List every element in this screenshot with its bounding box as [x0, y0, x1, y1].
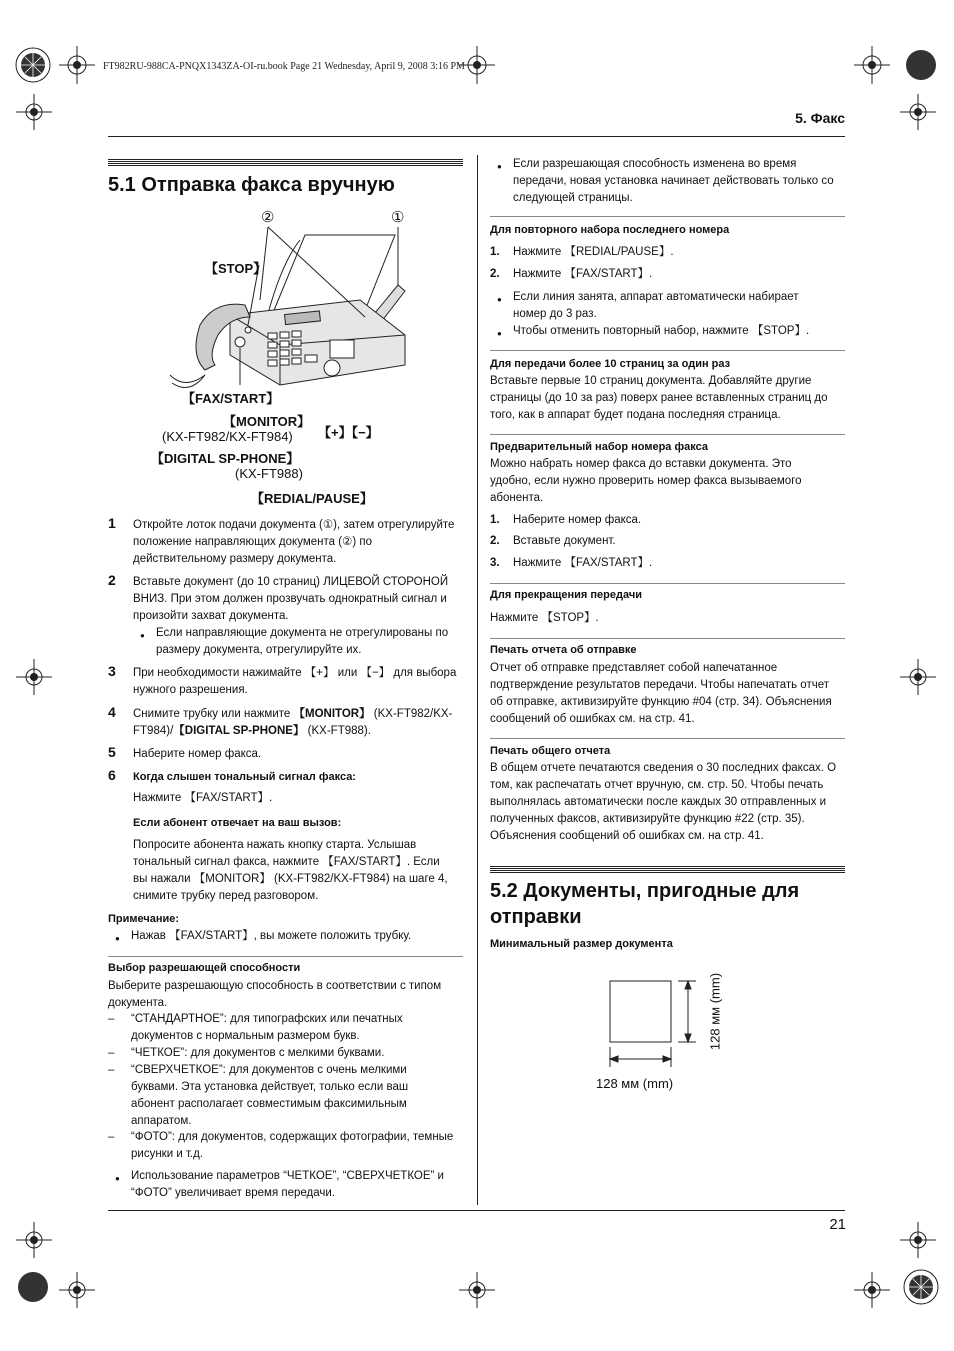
redial-pause-key-label: 【REDIAL/PAUSE】 [251, 491, 373, 506]
resolution-item: – [108, 1013, 115, 1025]
footer-rule [108, 1210, 845, 1211]
step-number: 1 [108, 515, 116, 531]
more-pages-heading: Для передачи более 10 страниц за один раз [490, 358, 731, 370]
predial-heading: Предварительный набор номера факса [490, 441, 708, 453]
resolution-item-text: “ЧЕТКОЕ”: для документов с мелкими буквами. [131, 1047, 385, 1059]
header-rule [108, 136, 845, 137]
step-number: 6 [108, 767, 116, 783]
resolution-heading: Выбор разрешающей способности [108, 962, 301, 974]
min-size-heading: Минимальный размер документа [490, 938, 673, 950]
stop-key-label: 【STOP】 [205, 261, 267, 276]
resolution-item-text: “СТАНДАРТНОЕ”: для типографских или печатных документов с нормальным размером букв. [131, 1013, 403, 1042]
crosshair-mark-icon [55, 1268, 99, 1312]
divider [108, 956, 463, 957]
journal-heading: Печать общего отчета [490, 745, 611, 757]
list-number: 1. [490, 514, 500, 526]
print-info-line: FT982RU-988CA-PNQX1343ZA-OI-ru.book Page 21 Wednesday, April 9, 2008 3:16 PM [103, 61, 465, 72]
step-text: Нажмите 【FAX/START】. [133, 792, 273, 804]
resolution-item: – [108, 1047, 115, 1059]
divider [490, 583, 845, 584]
divider [490, 738, 845, 739]
predial-step: Нажмите 【FAX/START】. [513, 557, 653, 569]
crosshair-mark-icon [896, 655, 940, 699]
step-heading: Когда слышен тональный сигнал факса: [133, 771, 356, 783]
step-text: При необходимости нажимайте 【+】 или 【−】 для выбора нужного разрешения. [133, 667, 457, 696]
crosshair-mark-icon [12, 655, 56, 699]
crosshair-mark-icon [850, 40, 894, 90]
resolution-item: – [108, 1131, 115, 1143]
crosshair-mark-icon [55, 40, 99, 90]
step-text: Вставьте документ (до 10 страниц) ЛИЦЕВОЙ СТОРОНОЙ ВНИЗ. При этом должен прозвучать однократный сигнал и произойти захват документа. [133, 576, 449, 622]
resolution-item: – [108, 1064, 115, 1076]
predial-text: Можно набрать номер факса до вставки документа. Это удобно, если нужно проверить номер факса вызываемого абонента. [490, 458, 802, 504]
step-text: Откройте лоток подачи документа (①), затем отрегулируйте положение направляющих документа (②) по действительному размеру документа. [133, 519, 455, 565]
resolution-intro: Выберите разрешающую способность в соответствии с типом документа. [108, 980, 442, 1009]
column-divider [477, 155, 478, 1205]
registration-mark-icon [8, 1262, 58, 1312]
min-document-size-diagram [600, 970, 710, 1070]
step-text: Попросите абонента нажать кнопку старта. Услышав тональный сигнал факса, нажмите 【FAX/START】. Если вы нажали 【MONITOR】 (KX-FT982/KX-FT984) на шаге 4, снимите трубку перед разговором. [133, 839, 448, 902]
section-label: 5. Факс [795, 110, 845, 126]
registration-mark-icon [896, 1262, 946, 1312]
predial-step: Наберите номер факса. [513, 514, 642, 526]
crosshair-mark-icon [896, 90, 940, 134]
resolution-bullet: ● Использование параметров “ЧЕТКОЕ”, “СВЕРХЧЕТКОЕ” и “ФОТО” увеличивает время передачи. [131, 1168, 466, 1202]
redial-heading: Для повторного набора последнего номера [490, 224, 730, 236]
divider [490, 350, 845, 351]
dimension-vertical-label: 128 мм (mm) [707, 972, 723, 1051]
step-number: 4 [108, 704, 116, 720]
redial-bullet: ● Если линия занята, аппарат автоматически набирает номер до 3 раз. [513, 289, 833, 323]
monitor-models: (KX-FT982/KX-FT984) [162, 429, 293, 444]
stop-heading: Для прекращения передачи [490, 589, 642, 601]
more-pages-text: Вставьте первые 10 страниц документа. Добавляйте другие страницы (до 10 за раз) поверх ранее вставленных страниц до того, как в аппарат будет подана последняя страница. [490, 375, 828, 421]
note-heading: Примечание: [108, 913, 180, 925]
digital-sp-phone-key: 【DIGITAL SP-PHONE】 [173, 725, 305, 737]
redial-step: Нажмите 【FAX/START】. [513, 268, 653, 280]
divider [490, 434, 845, 435]
list-number: 3. [490, 557, 500, 569]
monitor-key-label: 【MONITOR】 [223, 414, 311, 429]
section-title-2: 5.2 Документы, пригодные для отправки [490, 880, 800, 928]
step-bullet: ● Если направляющие документа не отрегулированы по размеру документа, отрегулируйте их. [156, 625, 456, 659]
list-number: 2. [490, 268, 500, 280]
list-number: 1. [490, 246, 500, 258]
predial-step: Вставьте документ. [513, 535, 616, 547]
fax-machine-illustration [160, 205, 410, 395]
fax-start-key-label: 【FAX/START】 [182, 391, 280, 406]
title-rule [108, 159, 463, 166]
registration-mark-icon [896, 40, 946, 90]
list-number: 2. [490, 535, 500, 547]
callout-1: ① [391, 209, 405, 226]
report-text: Отчет об отправке представляет собой напечатанное подтверждение результатов передачи. Чтобы напечатать отчет об отправке, активизируйте функцию #04 (стр. 34). Объяснения сообщений об ошибках см. на стр. 41. [490, 662, 832, 725]
crosshair-mark-icon [850, 1268, 894, 1312]
redial-step: Нажмите 【REDIAL/PAUSE】. [513, 246, 674, 258]
step-text-part: Снимите трубку или нажмите [133, 708, 294, 720]
page-number: 21 [829, 1216, 846, 1233]
digital-sp-phone-key-label: 【DIGITAL SP-PHONE】 [151, 451, 300, 466]
step-text [133, 706, 463, 740]
journal-text: В общем отчете печатаются сведения о 30 последних факсах. О том, как распечатать отчет вручную, см. стр. 50. Чтобы печать выполнялась автоматически после каждых 30 отправленных и полученных факсов, активизируйте функцию #22 (стр. 35). Объяснения сообщений об ошибках см. на стр. 41. [490, 762, 837, 842]
step-number: 3 [108, 663, 116, 679]
section-title: 5.1 Отправка факса вручную [108, 174, 395, 196]
title-rule [490, 866, 845, 873]
plus-minus-key-label: 【+】【−】 [318, 425, 379, 440]
note-bullet: ● Нажав 【FAX/START】, вы можете положить трубку. [131, 928, 461, 945]
resolution-change-bullet: ● Если разрешающая способность изменена во время передачи, новая установка начинает действовать только со следующей страницы. [513, 156, 845, 207]
resolution-item-text: “СВЕРХЧЕТКОЕ”: для документов с очень мелкими буквами. Эта установка действует, только если ваш абонент располагает совместимым факсимильным аппаратом. [131, 1064, 409, 1127]
stop-text: Нажмите 【STOP】. [490, 612, 599, 624]
callout-2: ② [261, 209, 275, 226]
divider [490, 216, 845, 217]
crosshair-mark-icon [12, 90, 56, 134]
step-text-part: (KX-FT988). [304, 725, 371, 737]
divider [490, 638, 845, 639]
digital-models: (KX-FT988) [235, 466, 303, 481]
resolution-item-text: “ФОТО”: для документов, содержащих фотографии, темные рисунки и т.д. [131, 1131, 454, 1160]
step-heading: Если абонент отвечает на ваш вызов: [133, 817, 342, 829]
step-number: 5 [108, 744, 116, 760]
registration-mark-icon [8, 40, 58, 90]
monitor-key: 【MONITOR】 [293, 708, 371, 720]
report-heading: Печать отчета об отправке [490, 644, 637, 656]
dimension-horizontal-label: 128 мм (mm) [596, 1076, 674, 1091]
step-number: 2 [108, 572, 116, 588]
redial-bullet: ● Чтобы отменить повторный набор, нажмите 【STOP】. [513, 323, 843, 340]
crosshair-mark-icon [896, 1218, 940, 1262]
step-text-part: (KX-FT982/KX-FT984)/ [133, 708, 453, 737]
step-text: Наберите номер факса. [133, 748, 262, 760]
crosshair-mark-icon [455, 1268, 499, 1312]
crosshair-mark-icon [12, 1218, 56, 1262]
